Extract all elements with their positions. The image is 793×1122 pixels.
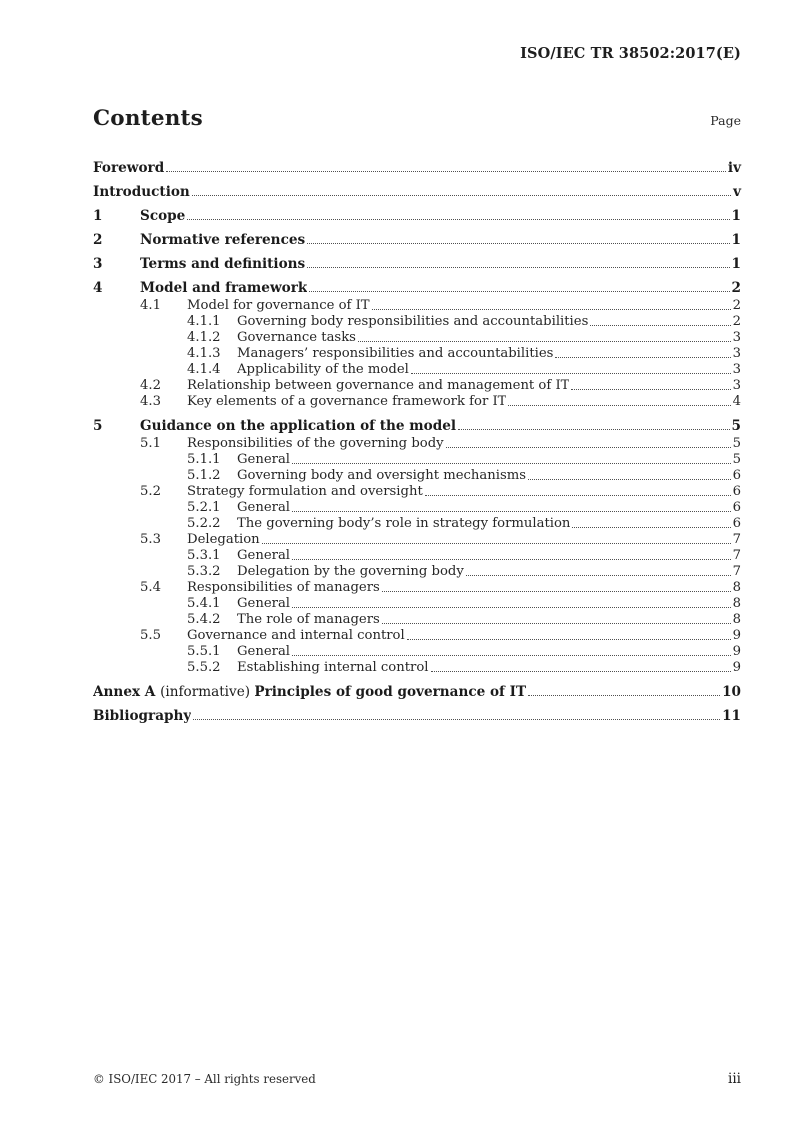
toc-entry-number: 5.4.1 (187, 596, 221, 611)
toc-entry[interactable] (93, 298, 741, 314)
dot-leader (508, 405, 730, 406)
toc-entry[interactable] (93, 184, 741, 200)
toc-entry-page: v (733, 184, 741, 200)
toc-entry-title: Bibliography (93, 708, 192, 724)
toc-entry-number: 5.1 (140, 436, 161, 451)
toc-entry-number: 5.5.2 (187, 660, 221, 675)
dot-leader (555, 357, 730, 358)
toc-entry-title: Responsibilities of managers (187, 580, 380, 595)
toc-entry-number: 5.5.1 (187, 644, 221, 659)
toc-entry-title: Responsibilities of the governing body (187, 436, 444, 451)
toc-entry-page: 6 (732, 516, 741, 531)
toc-entry-title: Model for governance of IT (187, 298, 370, 313)
toc-entry-page: 6 (732, 468, 741, 483)
toc-entry-title: Terms and definitions (140, 256, 306, 272)
dot-leader (358, 341, 731, 342)
toc-entry-page: 9 (732, 644, 741, 659)
toc-entry-number: 4.1.1 (187, 314, 221, 329)
toc-entry[interactable] (93, 256, 741, 272)
toc-entry-title: The governing body’s role in strategy formulation (237, 516, 571, 531)
dot-leader (166, 171, 726, 172)
toc-entry[interactable] (93, 660, 741, 676)
dot-leader (382, 591, 731, 592)
toc-entry-title: Governing body and oversight mechanisms (237, 468, 527, 483)
toc-entry[interactable] (93, 280, 741, 296)
toc-entry-page: 7 (732, 532, 741, 547)
toc-entry-page: 3 (732, 346, 741, 361)
toc-entry[interactable] (93, 684, 741, 700)
toc-entry-number: 5.3.2 (187, 564, 221, 579)
dot-leader (309, 291, 729, 292)
dot-leader (446, 447, 731, 448)
dot-leader (528, 695, 720, 696)
toc-entry-page: 8 (732, 580, 741, 595)
toc-entry-page: 9 (732, 660, 741, 675)
page-column-label: Page (710, 113, 741, 128)
dot-leader (292, 655, 731, 656)
toc-entry[interactable] (93, 208, 741, 224)
contents-header (93, 106, 741, 131)
toc-entry-number: 4.1 (140, 298, 161, 313)
toc-entry-page: 5 (731, 418, 741, 434)
toc-entry[interactable] (93, 378, 741, 394)
toc-entry-number: 5.4 (140, 580, 161, 595)
toc-entry[interactable] (93, 362, 741, 378)
dot-leader (187, 219, 729, 220)
toc-entry-number: 3 (93, 256, 103, 272)
toc-entry-title: The role of managers (237, 612, 380, 627)
dot-leader (292, 511, 731, 512)
toc-entry[interactable] (93, 468, 741, 484)
toc-entry-page: 7 (732, 548, 741, 563)
dot-leader (571, 389, 730, 390)
dot-leader (466, 575, 731, 576)
toc-entry[interactable] (93, 232, 741, 248)
toc-entry[interactable] (93, 516, 741, 532)
toc-entry-number: 4.1.4 (187, 362, 221, 377)
toc-entry-number: 5.5 (140, 628, 161, 643)
toc-entry-title: Normative references (140, 232, 306, 248)
toc-entry-page: 2 (732, 298, 741, 313)
toc-entry[interactable] (93, 612, 741, 628)
toc-entry[interactable] (93, 580, 741, 596)
toc-entry-title: Delegation by the governing body (237, 564, 464, 579)
toc-entry-number: 4.1.3 (187, 346, 221, 361)
dot-leader (372, 309, 731, 310)
toc-entry-page: 3 (732, 330, 741, 345)
toc-entry-title: General (237, 644, 291, 659)
toc-entry-title: Governance tasks (237, 330, 356, 345)
toc-entry-page: 7 (732, 564, 741, 579)
toc-entry-number: 5 (93, 418, 103, 434)
toc-entry-title: Delegation (187, 532, 260, 547)
table-of-contents (93, 152, 741, 724)
toc-entry-number: 4.2 (140, 378, 161, 393)
document-reference: ISO/IEC TR 38502:2017(E) (520, 45, 741, 62)
toc-entry-number: 2 (93, 232, 103, 248)
dot-leader (193, 719, 720, 720)
toc-entry-page: 3 (732, 362, 741, 377)
toc-entry-page: 6 (732, 500, 741, 515)
toc-entry[interactable] (93, 548, 741, 564)
toc-entry-title: General (237, 452, 291, 467)
toc-entry[interactable] (93, 532, 741, 548)
toc-entry-number: 4.1.2 (187, 330, 221, 345)
toc-entry[interactable] (93, 394, 741, 410)
toc-entry-page: 8 (732, 612, 741, 627)
toc-entry-number: 5.2.2 (187, 516, 221, 531)
dot-leader (292, 463, 731, 464)
toc-entry-page: 5 (732, 436, 741, 451)
toc-entry-title: Annex A (informative) Principles of good governance of IT (93, 684, 527, 700)
toc-entry-title: Scope (140, 208, 186, 224)
toc-entry[interactable] (93, 708, 741, 724)
toc-entry-page: 9 (732, 628, 741, 643)
toc-entry-page: 1 (731, 208, 741, 224)
toc-entry-title: Relationship between governance and management of IT (187, 378, 570, 393)
toc-entry-title: Establishing internal control (237, 660, 429, 675)
toc-entry-number: 5.2 (140, 484, 161, 499)
dot-leader (292, 559, 731, 560)
toc-entry-number: 4 (93, 280, 103, 296)
toc-entry-title: General (237, 548, 291, 563)
dot-leader (590, 325, 730, 326)
dot-leader (307, 243, 729, 244)
dot-leader (292, 607, 731, 608)
dot-leader (458, 429, 729, 430)
dot-leader (431, 671, 731, 672)
toc-entry[interactable] (93, 418, 741, 434)
toc-entry-title: General (237, 500, 291, 515)
toc-entry[interactable] (93, 346, 741, 362)
dot-leader (262, 543, 731, 544)
toc-entry-title: Foreword (93, 160, 165, 176)
toc-entry-title: Managers’ responsibilities and accountabilities (237, 346, 554, 361)
toc-entry-page: 3 (732, 378, 741, 393)
toc-entry-page: 1 (731, 256, 741, 272)
toc-entry-title: Guidance on the application of the model (140, 418, 457, 434)
toc-entry-title: Strategy formulation and oversight (187, 484, 423, 499)
toc-entry-page: 8 (732, 596, 741, 611)
toc-entry-title: Applicability of the model (237, 362, 409, 377)
toc-entry-title: Key elements of a governance framework for IT (187, 394, 507, 409)
copyright-notice: © ISO/IEC 2017 – All rights reserved (93, 1072, 316, 1086)
toc-entry-title: Governance and internal control (187, 628, 405, 643)
dot-leader (411, 373, 731, 374)
dot-leader (307, 267, 729, 268)
dot-leader (572, 527, 730, 528)
toc-entry-number: 5.4.2 (187, 612, 221, 627)
toc-entry[interactable] (93, 452, 741, 468)
toc-entry-page: 4 (732, 394, 741, 409)
dot-leader (407, 639, 731, 640)
toc-entry[interactable] (93, 500, 741, 516)
toc-entry[interactable] (93, 484, 741, 500)
toc-entry-number: 4.3 (140, 394, 161, 409)
toc-entry-number: 5.1.1 (187, 452, 221, 467)
toc-entry-number: 5.3 (140, 532, 161, 547)
toc-entry-number: 5.1.2 (187, 468, 221, 483)
toc-entry-title: Governing body responsibilities and accountabilities (237, 314, 589, 329)
toc-entry[interactable] (93, 314, 741, 330)
toc-entry-number: 1 (93, 208, 103, 224)
toc-entry-page: 2 (731, 280, 741, 296)
toc-entry-page: 1 (731, 232, 741, 248)
toc-entry-number: 5.2.1 (187, 500, 221, 515)
dot-leader (382, 623, 731, 624)
toc-entry-title: Introduction (93, 184, 190, 200)
toc-entry[interactable] (93, 596, 741, 612)
toc-entry[interactable] (93, 436, 741, 452)
dot-leader (425, 495, 731, 496)
page-footer (93, 1071, 741, 1087)
toc-entry-title: Model and framework (140, 280, 308, 296)
toc-entry-page: 11 (722, 708, 741, 724)
toc-entry[interactable] (93, 644, 741, 660)
toc-entry[interactable] (93, 160, 741, 176)
toc-entry[interactable] (93, 628, 741, 644)
toc-entry-page: 10 (722, 684, 741, 700)
toc-entry-page: iv (727, 160, 741, 176)
toc-entry-page: 6 (732, 484, 741, 499)
contents-title: Contents (93, 106, 203, 131)
dot-leader (192, 195, 731, 196)
toc-entry[interactable] (93, 564, 741, 580)
toc-entry-number: 5.3.1 (187, 548, 221, 563)
toc-entry[interactable] (93, 330, 741, 346)
folio-page-number: iii (728, 1071, 741, 1087)
dot-leader (528, 479, 731, 480)
toc-entry-title: General (237, 596, 291, 611)
toc-entry-page: 5 (732, 452, 741, 467)
toc-entry-page: 2 (732, 314, 741, 329)
